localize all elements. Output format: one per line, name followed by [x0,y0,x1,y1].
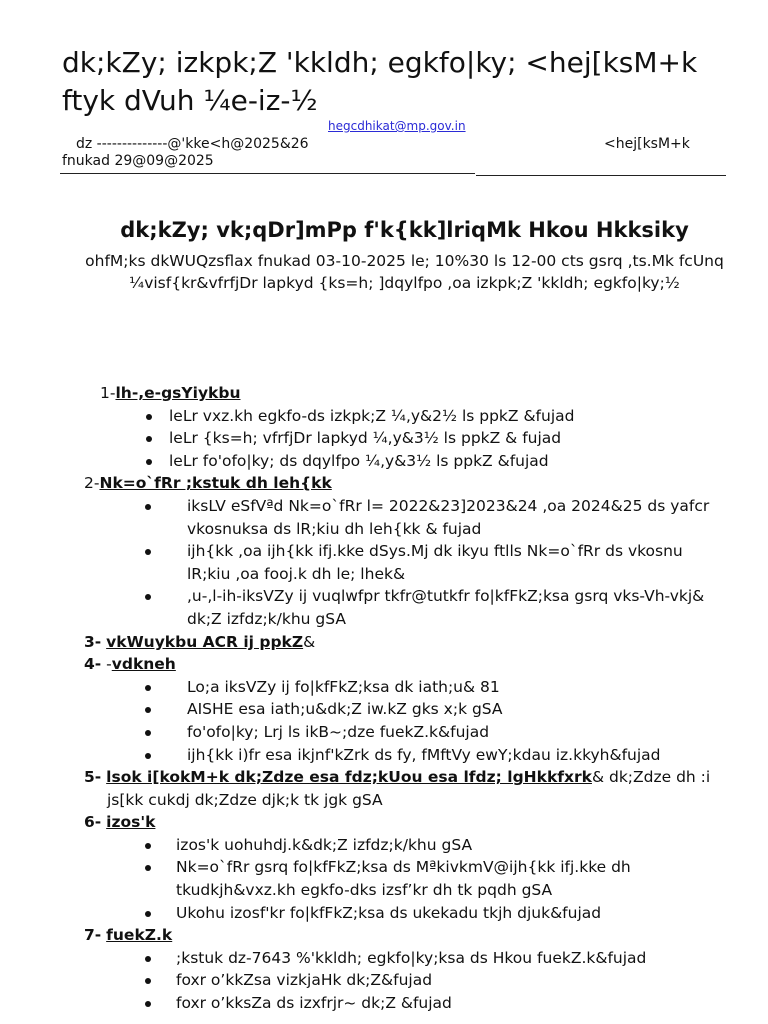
bullet-icon [146,414,152,420]
bullet-icon [145,753,151,759]
list-item: ijh{kk i)fr esa ikjnf'kZrk ds fy, fMftVy ewY;kdau iz.kkyh&fujad [0,744,768,767]
list-item: ;kstuk dz-7643 %'kkldh; egkfo|ky;ksa ds Hkou fuekZ.k&fujad [0,947,768,970]
notice-header [62,214,747,294]
place-name: <hej[ksM+k [604,136,690,152]
bullet-icon [145,504,151,510]
list-item: leLr fo'ofo|ky; ds dqylfpo ¼,y&3½ ls ppkZ &fujad [0,450,768,473]
office-title-line1: dk;kZy; izkpk;Z 'kkldh; egkfo|ky; <hej[ksM+k [62,46,698,79]
agenda-section-3: 3- vkWuykbu ACR ij ppkZ& [84,632,316,651]
list-item: fo'ofo|ky; Lrj ls ikB~;dze fuekZ.k&fujad [0,721,768,744]
list-item: Lo;a iksVZy ij fo|kfFkZ;ksa dk iath;u& 81 [0,676,768,699]
bullet-icon [145,1001,151,1007]
date-line: fnukad 29@09@2025 [62,153,214,169]
agenda-section-5 [0,766,768,811]
bullet-icon [145,978,151,984]
bullet-icon [145,549,151,555]
section-items [0,495,768,631]
section-items [0,947,768,1015]
section-title: vdkneh [111,655,176,674]
list-item: izos'k uohuhdj.k&dk;Z izfdz;k/khu gSA [0,834,768,857]
bullet-icon [145,956,151,962]
section-number: 1- [100,384,116,402]
reference-line: dz --------------@'kke<h@2025&26 [76,136,309,152]
bullet-icon [146,459,152,465]
agenda-section-4: 4- -vdkneh Lo;a iksVZy ij fo|kfFkZ;ksa dk iath;u& 81 AISHE esa iath;u&dk;Z iw.kZ gks x;k gSA fo'ofo|ky; Lrj ls ikB~;dze fuekZ.k&fujad ijh{kk i)fr esa ikjnf'kZrk ds fy, fMftVy ewY;kdau iz.kkyh&fujad [0,653,768,766]
section-title: lh-,e-gsYiykbu [115,384,241,402]
email-link[interactable]: hegcdhikat@mp.gov.in [328,119,466,133]
list-item: Ukohu izosf'kr fo|kfFkZ;ksa ds ukekadu tkjh djuk&fujad [0,902,768,925]
section-title: izos'k [106,813,156,832]
section-title: vkWuykbu ACR ij ppkZ [106,632,304,651]
section-title: lsok i[kokM+k dk;Zdze esa fdz;kUou esa lfdz; lgHkkfxrk [106,768,592,787]
notice-heading: dk;kZy; vk;qDr]mPp f'k{kk]lriqMk Hkou Hkksiky [120,218,689,242]
bullet-icon [145,843,151,849]
agenda-section-7 [0,924,768,1014]
agenda-section-6 [0,811,768,924]
list-item: leLr {ks=h; vfrfjDr lapkyd ¼,y&3½ ls ppkZ & fujad [0,427,768,450]
agenda [0,382,768,1015]
list-item: ijh{kk ,oa ijh{kk ifj.kke dSys.Mj dk ikyu ftlls Nk=o`fRr ds vkosnu lR;kiu ,oa fooj.k dh le; lhek& [0,540,768,585]
office-title [62,44,762,120]
list-item: leLr vxz.kh egkfo-ds izkpk;Z ¼,y&2½ ls ppkZ &fujad [0,405,768,428]
list-item: ,u-,l-ih-iksVZy ij vuqlwfpr tkfr@tutkfr fo|kfFkZ;ksa gsrq vks-Vh-vkj& dk;Z izfdz;k/khu gSA [0,585,768,630]
list-item: foxr o’kksZa ds izxfrjr~ dk;Z &fujad [0,992,768,1015]
list-item: Nk=o`fRr gsrq fo|kfFkZ;ksa ds MªkivkmV@ijh{kk ifj.kke dh tkudkjh&vxz.kh egkfo-dks izsf’kr dh tk pqdh gSA [0,856,768,901]
section-number: 7- [84,926,102,945]
divider-right [476,175,726,176]
bullet-icon [145,865,151,871]
list-item: AISHE esa iath;u&dk;Z iw.kZ gks x;k gSA [0,698,768,721]
section-number: 2- [84,474,100,493]
reference-number [62,136,309,170]
section-items [0,676,768,766]
list-item: foxr o’kkZsa vizkjaHk dk;Z&fujad [0,969,768,992]
section-text: & dk;Zdze dh :i js[kk cukdj dk;Zdze djk;k tk jgk gSA [107,768,711,809]
bullet-icon [145,730,151,736]
list-item: iksLV eSfVªd Nk=o`fRr l= 2022&23]2023&24 ,oa 2024&25 ds yafcr vkosnuksa ds lR;kiu dh leh{kk & fujad [0,495,768,540]
section-items [0,834,768,924]
section-number: 5- [84,768,102,787]
notice-attendees-line: ¼visf{kr&vfrfjDr lapkyd {ks=h; ]dqylfpo ,oa izkpk;Z 'kkldh; egkfo|ky;½ [129,274,680,292]
section-number: 4- [84,655,102,674]
section-items [0,405,768,473]
office-title-line2: ftyk dVuh ¼e-iz-½ [62,84,318,117]
bullet-icon [145,707,151,713]
section-number: 3- [84,632,102,651]
bullet-icon [145,594,151,600]
bullet-icon [146,436,152,442]
section-title: fuekZ.k [106,926,173,945]
bullet-icon [145,685,151,691]
section-title: Nk=o`fRr ;kstuk dh leh{kk [99,474,332,493]
bullet-icon [145,911,151,917]
section-number: 6- [84,813,102,832]
notice-meeting-line: ohfM;ks dkWUQzsflax fnukad 03-10-2025 le; 10%30 ls 12-00 cts gsrq ,ts.Mk fcUnq [85,252,724,270]
agenda-section-2 [0,472,768,630]
divider-left [60,173,475,174]
agenda-section-1 [0,382,768,472]
